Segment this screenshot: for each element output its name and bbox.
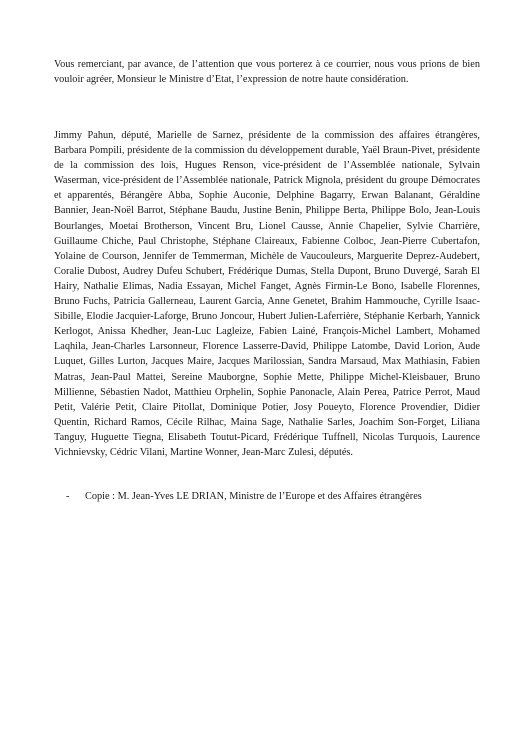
copy-text: Copie : M. Jean-Yves LE DRIAN, Ministre de l’Europe et des Affaires étrangères bbox=[85, 491, 422, 502]
closing-paragraph: Vous remerciant, par avance, de l’attention que vous porterez à ce courrier, nous vous prions de bien vouloir agréer, Monsieur le Ministre d’Etat, l’expression de notre haute considération. bbox=[54, 59, 480, 86]
signatories-paragraph: Jimmy Pahun, député, Marielle de Sarnez, présidente de la commission des affaires étrangères, Barbara Pompili, présidente de la commission du développement durable, Yaël Braun-Pivet, présidente de la commission des lois, Hugues Renson, vice-président de l’Assemblée nationale, Sylvain Waserman, vice-président de l’Assemblée nationale, Patrick Mignola, président du groupe Démocrates et apparentés, Bérangère Abba, Sophie Auconie, Delphine Bagarry, Erwan Balanant, Géraldine Bannier, Jean-Noël Barrot, Stéphane Baudu, Justine Benin, Philippe Berta, Philippe Bolo, Jean-Louis Bourlanges, Moetai Brotherson, Vincent Bru, Lionel Causse, Annie Chapelier, Sylvie Charrière, Guillaume Chiche, Paul Christophe, Stéphane Claireaux, Fabienne Colboc, Jean-Pierre Cubertafon, Yolaine de Courson, Jennifer de Temmerman, Michèle de Vaucouleurs, Marguerite Deprez-Audebert, Coralie Dubost, Audrey Dufeu Schubert, Frédérique Dumas, Stella Dupont, Bruno Duvergé, Sarah El Hairy, Nathalie Elimas, Nadia Essayan, Michel Fanget, Agnès Firmin-Le Bono, Isabelle Florennes, Bruno Fuchs, Patricia Gallerneau, Laurent Garcia, Anne Genetet, Brahim Hammouche, Cyrille Isaac-Sibille, Elodie Jacquier-Laforge, Bruno Joncour, Hubert Julien-Laferrière, Stéphanie Kerbarh, Yannick Kerlogot, Anissa Khedher, Jean-Luc Lagleize, Fabien Lainé, François-Michel Lambert, Mohamed Laqhila, Jean-Charles Larsonneur, Florence Lasserre-David, Philippe Latombe, David Lorion, Aude Luquet, Gilles Lurton, Jacques Maire, Jacques Marilossian, Sandra Marsaud, Max Mathiasin, Fabien Matras, Jean-Paul Mattei, Sereine Mauborgne, Sophie Mette, Philippe Michel-Kleisbauer, Bruno Millienne, Sébastien Nadot, Matthieu Orphelin, Sophie Panonacle, Alain Perea, Patrice Perrot, Maud Petit, Valérie Petit, Claire Pitollat, Dominique Potier, Josy Poueyto, Florence Provendier, Didier Quentin, Richard Ramos, Cécile Rilhac, Maina Sage, Nathalie Sarles, Joachim Son-Forget, Liliana Tanguy, Huguette Tiegna, Elisabeth Toutut-Picard, Frédérique Tuffnell, Nicolas Turquois, Laurence Vichnievsky, Cédric Vilani, Martine Wonner, Jean-Marc Zulesi, députés. bbox=[54, 130, 480, 458]
copy-bullet: - bbox=[66, 491, 70, 502]
copy-line bbox=[66, 489, 486, 504]
